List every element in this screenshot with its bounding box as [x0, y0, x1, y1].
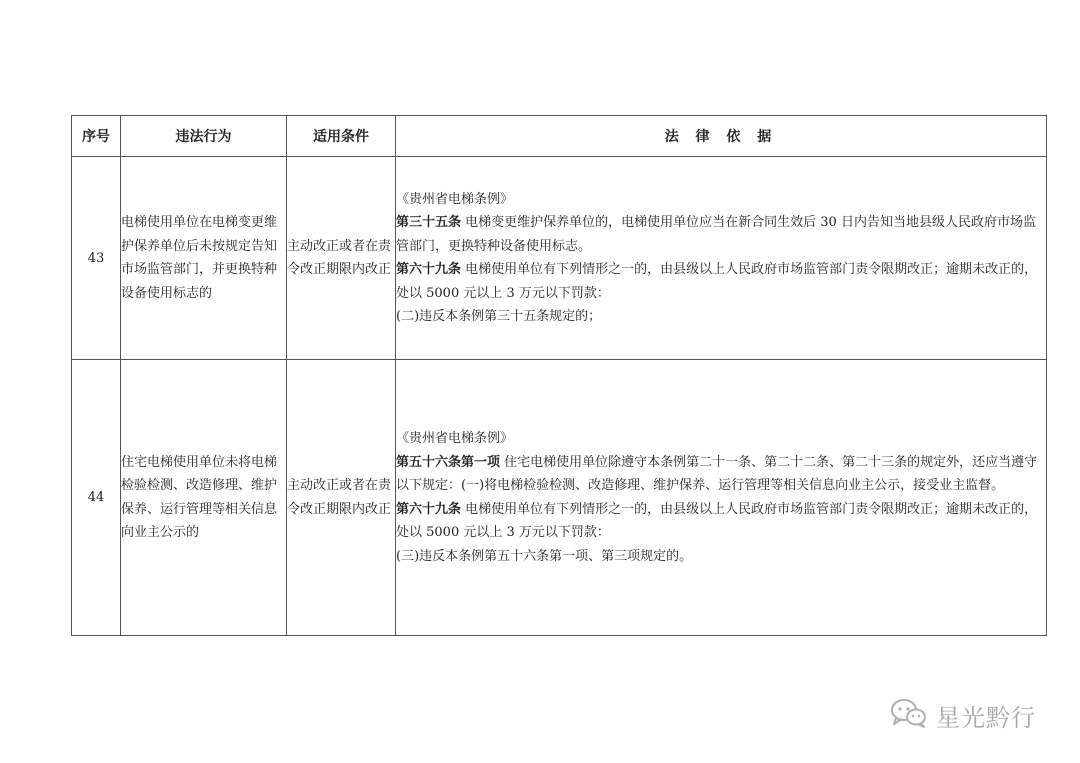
article-text: 电梯使用单位有下列情形之一的，由县级以上人民政府市场监管部门责令限期改正；逾期未改正的，处以 5000 元以上 3 万元以下罚款： — [396, 501, 1038, 540]
article-number: 第六十九条 — [396, 262, 462, 277]
watermark — [890, 697, 1036, 733]
header-seq: 序号 — [72, 116, 121, 157]
article-text: 电梯变更维护保养单位的，电梯使用单位应当在新合同生效后 30 日内告知当地县级人民政府市场监管部门，更换特种设备使用标志。 — [396, 215, 1036, 254]
penalty-table — [71, 115, 1047, 636]
article-number: 第五十六条第一项 — [396, 454, 501, 470]
article-paragraph — [396, 451, 1046, 498]
article-item: (二)违反本条例第三十五条规定的； — [396, 309, 602, 324]
article-text: 电梯使用单位有下列情形之一的，由县级以上人民政府市场监管部门责令限期改正；逾期未改正的，处以 5000 元以上 3 万元以下罚款： — [396, 262, 1038, 301]
article-number: 第六十九条 — [396, 501, 462, 517]
table-row — [72, 360, 1047, 636]
table-header-row — [72, 116, 1047, 157]
article-text: 住宅电梯使用单位除遵守本条例第二十一条、第二十二条、第二十三条的规定外，还应当遵守以下规定：(一)将电梯检验检测、改造修理、维护保养、运行管理等相关信息向业主公示，接受业主监督。 — [396, 454, 1038, 493]
wechat-icon — [890, 698, 928, 732]
row-condition: 主动改正或者在责令改正期限内改正 — [287, 360, 396, 636]
row-seq: 43 — [72, 157, 121, 360]
article-number: 第三十五条 — [396, 215, 462, 230]
header-condition: 适用条件 — [287, 116, 396, 157]
law-title: 《贵州省电梯条例》 — [396, 191, 514, 207]
row-legal-basis — [396, 157, 1047, 360]
row-condition: 主动改正或者在责令改正期限内改正 — [287, 157, 396, 360]
row-legal-basis — [396, 360, 1047, 636]
header-basis: 法 律 依 据 — [396, 116, 1047, 157]
row-seq: 44 — [72, 360, 121, 636]
article-paragraph — [396, 258, 1046, 305]
law-title: 《贵州省电梯条例》 — [396, 431, 514, 446]
article-item: (三)违反本条例第五十六条第一项、第三项规定的。 — [396, 548, 693, 564]
row-violation: 住宅电梯使用单位未将电梯检验检测、改造修理、维护保养、运行管理等相关信息向业主公示的 — [121, 360, 287, 636]
article-paragraph — [396, 498, 1046, 545]
header-violation: 违法行为 — [121, 116, 287, 157]
article-paragraph — [396, 211, 1046, 258]
table-row — [72, 157, 1047, 360]
row-violation: 电梯使用单位在电梯变更维护保养单位后未按规定告知市场监管部门，并更换特种设备使用标志的 — [121, 157, 287, 360]
watermark-text: 星光黔行 — [936, 703, 1036, 732]
